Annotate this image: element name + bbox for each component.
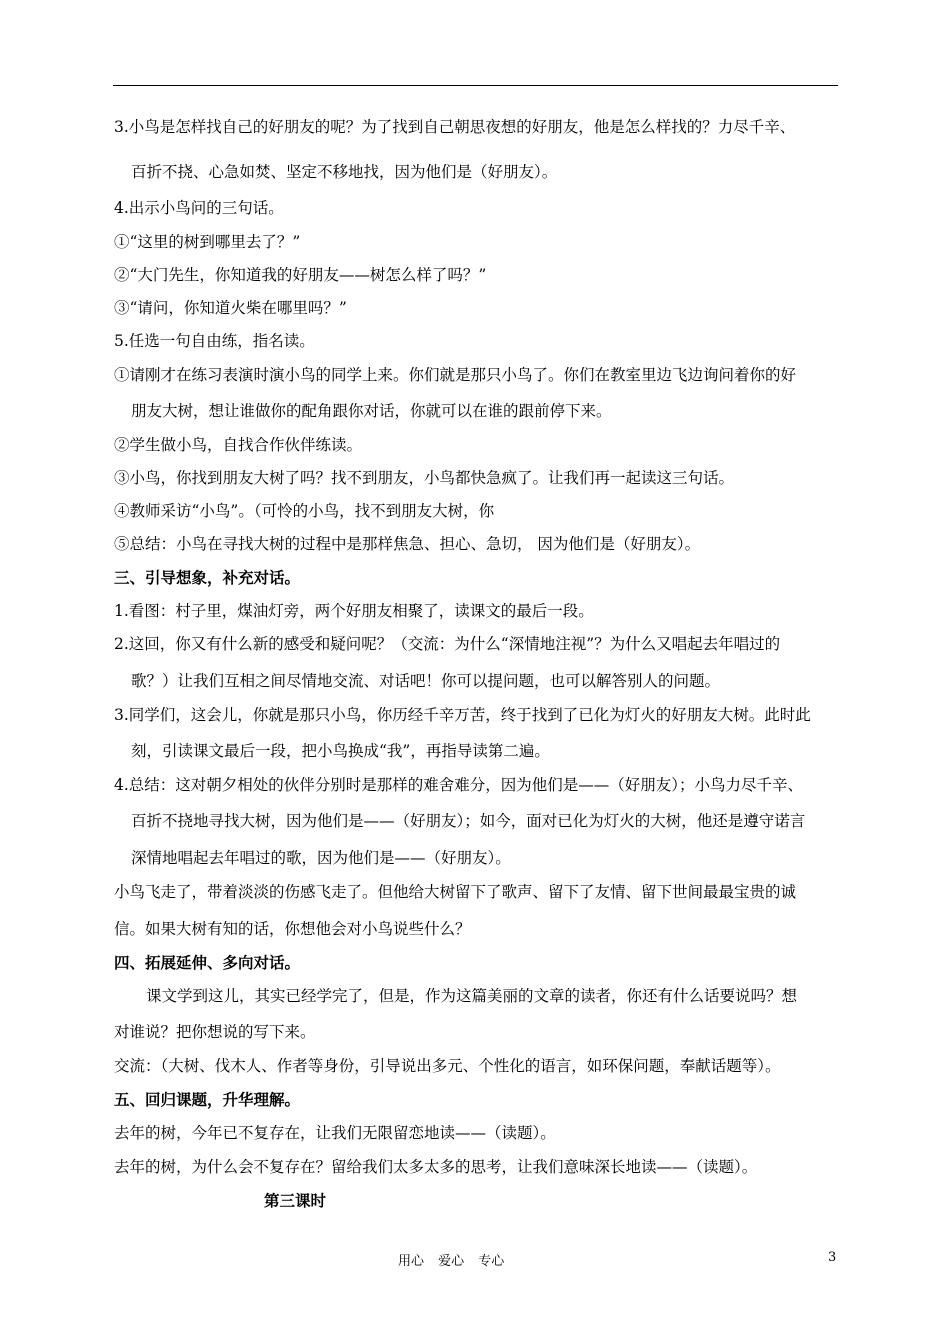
- text-line: 1.看图：村子里，煤油灯旁，两个好朋友相聚了，读课文的最后一段。: [114, 602, 594, 620]
- text-line: 2.这回，你又有什么新的感受和疑问呢？（交流：为什么“深情地注视”？为什么又唱起去年唱过的: [114, 635, 781, 653]
- text-line: 3.小鸟是怎样找自己的好朋友的呢？为了找到自己朝思夜想的好朋友，他是怎么样找的？力尽千辛、: [114, 118, 796, 136]
- text-line: ③小鸟，你找到朋友大树了吗？找不到朋友，小鸟都快急疯了。让我们再一起读这三句话。: [114, 469, 735, 487]
- lesson-heading: 第三课时: [264, 1191, 327, 1210]
- text-line: 百折不挠、心急如焚、坚定不移地找，因为他们是（好朋友）。: [131, 163, 558, 181]
- text-line: ③“请问，你知道火柴在哪里吗？”: [114, 299, 347, 317]
- text-line: 深情地唱起去年唱过的歌，因为他们是——（好朋友）。: [131, 849, 511, 867]
- text-line: 百折不挠地寻找大树，因为他们是——（好朋友）；如今，面对已化为灯火的大树，他还是遵守诺言: [131, 812, 806, 830]
- text-line: 刻，引读课文最后一段，把小鸟换成“我”，再指导读第二遍。: [131, 742, 550, 760]
- section-heading: 五、回归课题，升华理解。: [114, 1090, 301, 1109]
- text-line: 课文学到这儿，其实已经学完了，但是，作为这篇美丽的文章的读者，你还有什么话要说吗？想: [146, 987, 798, 1005]
- text-line: 歌？）让我们互相之间尽情地交流、对话吧！你可以提问题，也可以解答别人的问题。: [131, 672, 721, 690]
- text-line: 去年的树，今年已不复存在，让我们无限留恋地读——（读题）。: [114, 1124, 556, 1142]
- footer-motto: 用心 爱心 专心: [398, 1254, 505, 1269]
- section-heading: 四、拓展延伸、多向对话。: [114, 953, 301, 972]
- text-line: 4.出示小鸟问的三句话。: [114, 199, 284, 217]
- page-number: 3: [828, 1250, 837, 1265]
- text-line: 去年的树，为什么会不复存在？留给我们太多太多的思考，让我们意味深长地读——（读题）。: [114, 1158, 758, 1176]
- text-line: 3.同学们，这会儿，你就是那只小鸟，你历经千辛万苦，终于找到了已化为灯火的好朋友大树。此时此: [114, 706, 811, 724]
- text-line: ⑤总结：小鸟在寻找大树的过程中是那样焦急、担心、急切， 因为他们是（好朋友）。: [114, 535, 701, 553]
- text-line: 4.总结：这对朝夕相处的伙伴分别时是那样的难舍难分，因为他们是——（好朋友）；小鸟力尽千辛、: [114, 776, 804, 794]
- text-line: 小鸟飞走了，带着淡淡的伤感飞走了。但他给大树留下了歌声、留下了友情、留下世间最最宝贵的诚: [114, 883, 797, 901]
- text-line: 对谁说？把你想说的写下来。: [114, 1023, 316, 1041]
- header-rule: [113, 85, 838, 86]
- text-line: ②学生做小鸟，自找合作伙伴练读。: [114, 436, 363, 454]
- text-line: 朋友大树，想让谁做你的配角跟你对话，你就可以在谁的跟前停下来。: [131, 402, 612, 420]
- text-line: ④教师采访“小鸟”。（可怜的小鸟，找不到朋友大树，你: [114, 502, 495, 520]
- text-line: 5.任选一句自由练，指名读。: [114, 332, 315, 350]
- section-heading: 三、引导想象，补充对话。: [114, 568, 301, 587]
- text-line: ①请刚才在练习表演时演小鸟的同学上来。你们就是那只小鸟了。你们在教室里边飞边询问着你的好: [114, 366, 797, 384]
- text-line: ②“大门先生，你知道我的好朋友——树怎么样了吗？”: [114, 266, 487, 284]
- text-line: 交流：（大树、伐木人、作者等身份，引导说出多元、个性化的语言，如环保问题，奉献话题等）。: [114, 1057, 781, 1075]
- text-line: 信。如果大树有知的话，你想他会对小鸟说些什么？: [114, 920, 471, 938]
- text-line: ①“这里的树到哪里去了？”: [114, 233, 301, 251]
